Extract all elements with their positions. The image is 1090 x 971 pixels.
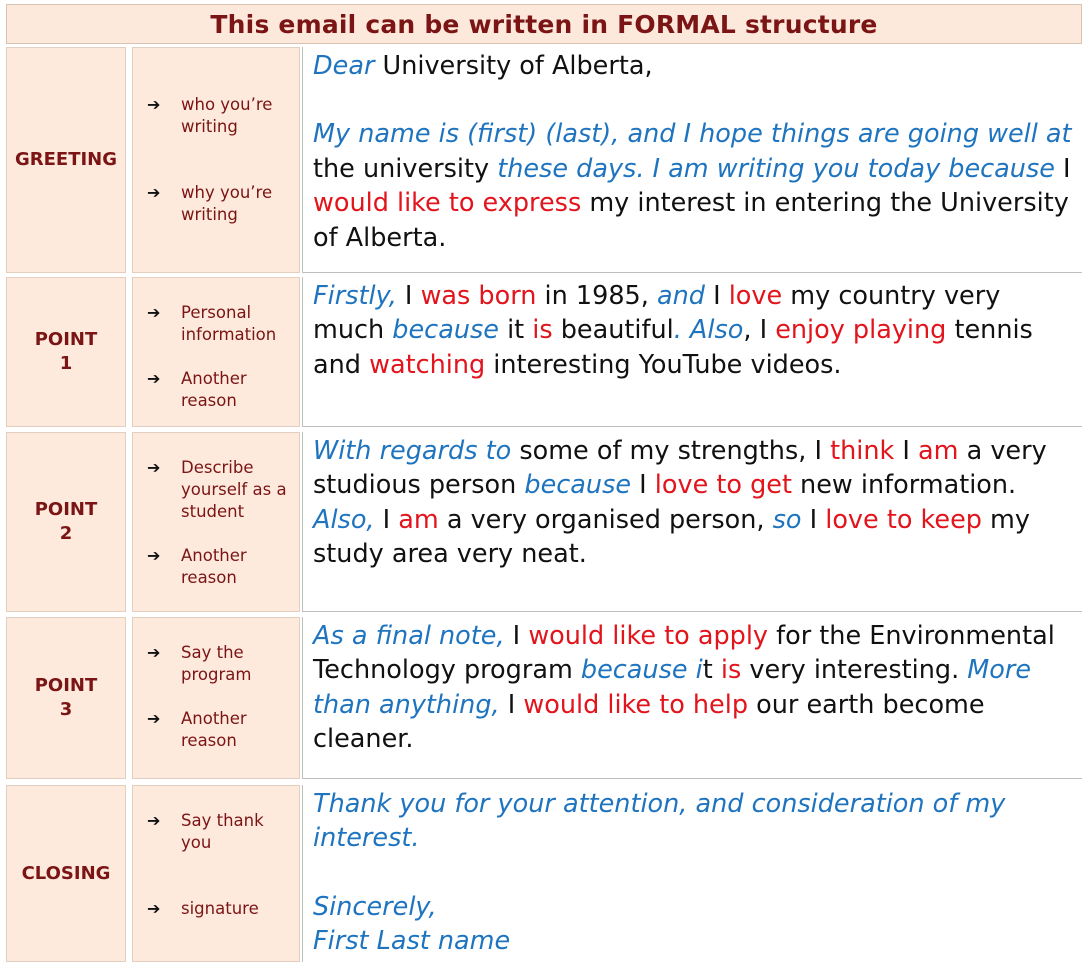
guide-item: ➔ signature xyxy=(147,899,259,918)
text-segment: because i xyxy=(580,655,703,686)
text-segment: I xyxy=(504,621,529,651)
text-segment: my interest in entering the University of Alberta. xyxy=(313,188,1069,253)
email-text-point-1 xyxy=(302,277,1082,427)
text-segment: because xyxy=(392,315,499,346)
text-segment: My name is (first) (last), and I hope things are going well at xyxy=(313,119,1072,150)
section-label-greeting: GREETING xyxy=(6,47,126,273)
text-segment: I xyxy=(801,504,826,535)
email-structure-table xyxy=(6,4,1082,957)
text-segment: Firstly, xyxy=(313,281,397,311)
text-segment: am xyxy=(918,436,959,466)
text-segment: is xyxy=(532,315,553,346)
right-arrow-icon: ➔ xyxy=(147,458,161,477)
page-title: This email can be written in FORMAL structure xyxy=(6,4,1082,44)
right-arrow-icon: ➔ xyxy=(147,709,161,728)
text-segment: watching xyxy=(369,349,486,380)
right-arrow-icon: ➔ xyxy=(147,811,161,830)
text-segment: I xyxy=(631,470,655,501)
row-point-3 xyxy=(6,617,1082,779)
right-arrow-icon: ➔ xyxy=(147,546,161,565)
section-label-point-2: POINT 2 xyxy=(6,432,126,612)
email-text-point-2 xyxy=(302,432,1082,612)
text-segment: our earth become cleaner. xyxy=(313,689,985,755)
rich-line xyxy=(313,49,1074,83)
rich-line xyxy=(313,787,1074,856)
guide-cell-closing xyxy=(132,785,300,962)
text-segment: beautiful xyxy=(552,315,674,346)
text-segment: I xyxy=(374,504,399,535)
text-segment: for the Environmental Technology program xyxy=(313,621,1055,686)
text-segment: , I xyxy=(743,315,776,346)
text-segment: Dear xyxy=(313,51,375,81)
text-segment: I xyxy=(499,689,524,720)
text-segment: some of my strengths, I xyxy=(511,436,831,466)
right-arrow-icon: ➔ xyxy=(147,899,161,918)
rich-line xyxy=(313,279,1074,382)
text-segment: would like to help xyxy=(523,689,749,720)
text-segment: Also, xyxy=(313,504,375,535)
text-segment: was born xyxy=(420,281,537,311)
section-label-closing: CLOSING xyxy=(6,785,126,962)
text-segment: Thank you for your attention, and consideration of my interest. xyxy=(313,789,1006,854)
guide-item: ➔ Say the program xyxy=(147,643,252,684)
row-greeting xyxy=(6,47,1082,273)
right-arrow-icon: ➔ xyxy=(147,369,161,388)
text-segment: t xyxy=(702,655,721,686)
text-segment: is xyxy=(720,655,742,686)
guide-cell-greeting xyxy=(132,47,300,273)
text-segment: interesting YouTube videos. xyxy=(485,349,842,380)
guide-cell-point-1 xyxy=(132,277,300,427)
text-segment: I xyxy=(704,281,729,311)
text-segment: would like to express xyxy=(313,188,582,219)
guide-item: ➔ Another reason xyxy=(147,546,247,587)
section-label-point-1: POINT 1 xyxy=(6,277,126,427)
text-segment: my country very much xyxy=(313,281,1001,346)
text-segment: my study area very neat. xyxy=(313,504,1030,570)
section-label-point-3: POINT 3 xyxy=(6,617,126,779)
text-segment: would like to apply xyxy=(528,621,769,651)
text-segment: First Last name xyxy=(313,926,511,957)
right-arrow-icon: ➔ xyxy=(147,643,161,662)
text-segment: new information. xyxy=(791,470,1017,501)
text-segment: I xyxy=(396,281,421,311)
text-segment: so xyxy=(772,504,802,535)
text-segment: Sincerely, xyxy=(313,891,437,922)
right-arrow-icon: ➔ xyxy=(147,95,161,114)
rich-line xyxy=(313,434,1074,572)
rich-line xyxy=(313,619,1074,757)
text-segment: and xyxy=(657,281,705,311)
text-segment: because xyxy=(524,470,632,501)
guide-cell-point-2 xyxy=(132,432,300,612)
text-segment: a very studious person xyxy=(313,436,1047,501)
row-point-1 xyxy=(6,277,1082,427)
text-segment: it xyxy=(498,315,533,346)
guide-item: ➔ Another reason xyxy=(147,709,247,750)
text-segment: I xyxy=(894,436,919,466)
text-segment: these days. I am writing you today because xyxy=(497,153,1055,184)
guide-item: ➔ Say thank you xyxy=(147,811,264,852)
text-segment: I xyxy=(1054,153,1071,184)
row-point-2 xyxy=(6,432,1082,612)
text-segment: With regards to xyxy=(313,436,512,466)
text-segment: think xyxy=(830,436,895,466)
text-segment: am xyxy=(398,504,439,535)
rich-line xyxy=(313,890,1074,924)
text-segment: very interesting. xyxy=(741,655,968,686)
guide-cell-point-3 xyxy=(132,617,300,779)
text-segment: University of Alberta, xyxy=(374,51,653,81)
text-segment: love xyxy=(728,281,783,311)
text-segment: a very organised person, xyxy=(438,504,773,535)
text-segment: love to get xyxy=(654,470,792,501)
email-text-greeting xyxy=(302,47,1082,273)
text-segment: enjoy playing xyxy=(775,315,947,346)
guide-item: ➔ Describe yourself as a student xyxy=(147,458,287,521)
rich-line xyxy=(313,117,1074,255)
row-closing xyxy=(6,785,1082,962)
text-segment: the university xyxy=(313,153,498,184)
text-segment: . Also xyxy=(673,315,744,346)
right-arrow-icon: ➔ xyxy=(147,303,161,322)
text-segment: As a final note, xyxy=(313,621,505,651)
text-segment: love to keep xyxy=(825,504,982,535)
rich-line xyxy=(313,924,1074,958)
email-text-closing xyxy=(302,785,1082,962)
text-segment: More than anything, xyxy=(313,655,1032,720)
right-arrow-icon: ➔ xyxy=(147,183,161,202)
guide-item: ➔ Another reason xyxy=(147,369,247,410)
guide-item: ➔ Personal information xyxy=(147,303,277,344)
email-text-point-3 xyxy=(302,617,1082,779)
guide-item: ➔ why you’re writing xyxy=(147,183,273,224)
text-segment: in 1985, xyxy=(536,281,657,311)
guide-item: ➔ who you’re writing xyxy=(147,95,273,136)
text-segment: tennis and xyxy=(313,315,1033,380)
